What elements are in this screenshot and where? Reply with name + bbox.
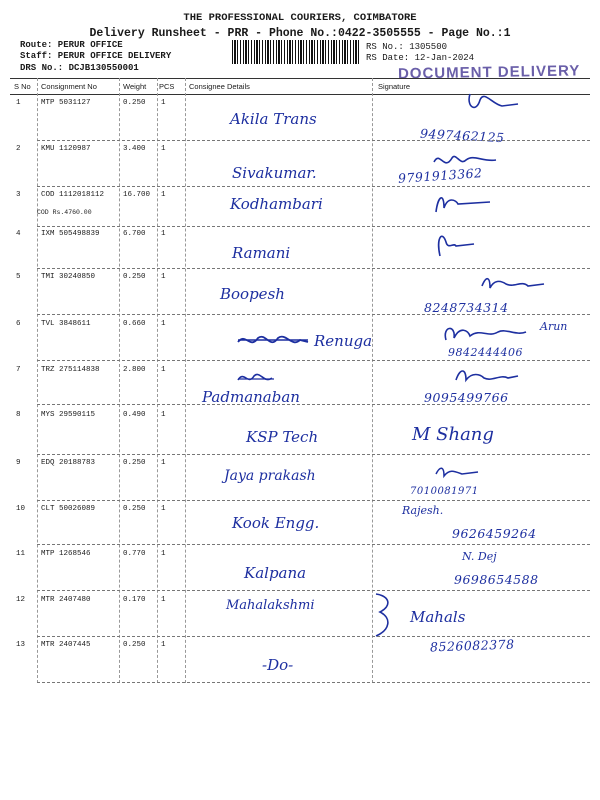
- row-divider: [37, 360, 590, 361]
- row-divider: [37, 226, 590, 227]
- row-consignee-name: Kook Engg.: [232, 514, 320, 532]
- column-header-consignment: Consignment No: [41, 82, 97, 91]
- row-divider: [37, 454, 590, 455]
- row-consignment: MYS 29590115: [41, 411, 96, 419]
- row-consignee-phone: 9842444406: [448, 346, 523, 359]
- row-sno: 3: [16, 191, 21, 199]
- signature-text: Rajesh.: [402, 504, 444, 517]
- row-consignee-name: Padmanaban: [202, 388, 300, 406]
- row-sno: 2: [16, 145, 21, 153]
- rs-date: RS Date: 12-Jan-2024: [366, 53, 475, 63]
- row-weight: 6.700: [123, 230, 146, 238]
- row-consignee-name: Kalpana: [244, 564, 307, 582]
- column-header-weight: Weight: [123, 82, 147, 91]
- column-divider: [37, 78, 38, 683]
- row-pcs: 1: [161, 366, 166, 374]
- row-consignee-phone: 8526082378: [429, 636, 515, 655]
- row-sno: 6: [16, 320, 21, 328]
- row-consignee-name: Renuga: [314, 332, 373, 350]
- row-pcs: 1: [161, 99, 166, 107]
- signature-mark: [452, 364, 522, 388]
- strikethrough-scribble: [236, 368, 276, 388]
- row-consignment: MTP 1268546: [41, 550, 91, 558]
- column-divider: [157, 78, 158, 683]
- row-consignee-name: Jaya prakash: [224, 468, 316, 484]
- signature-mark: [430, 190, 500, 218]
- strikethrough-scribble: [236, 330, 310, 352]
- row-weight: 0.660: [123, 320, 146, 328]
- row-consignment: TMI 30240850: [41, 273, 96, 281]
- row-divider: [37, 500, 590, 501]
- row-divider: [37, 186, 590, 187]
- row-consignment: TVL 3848611: [41, 320, 91, 328]
- cod-amount: COD Rs.4760.00: [37, 209, 92, 216]
- row-weight: 0.170: [123, 596, 146, 604]
- row-weight: 0.770: [123, 550, 146, 558]
- row-consignee-phone: 9626459264: [452, 526, 537, 541]
- row-pcs: 1: [161, 230, 166, 238]
- row-consignment: TRZ 275114838: [41, 366, 100, 374]
- drs-number: DRS No.: DCJB130550001: [20, 63, 139, 73]
- row-sno: 10: [16, 505, 26, 513]
- row-weight: 16.700: [123, 191, 151, 199]
- row-divider: [37, 314, 590, 315]
- row-weight: 0.250: [123, 273, 146, 281]
- row-pcs: 1: [161, 411, 166, 419]
- row-consignment: KMU 1120987: [41, 145, 91, 153]
- signature-text: N. Dej: [462, 550, 497, 563]
- row-weight: 3.400: [123, 145, 146, 153]
- signature-text: Arun: [540, 320, 568, 333]
- row-sno: 11: [16, 550, 26, 558]
- row-pcs: 1: [161, 273, 166, 281]
- row-consignee-name: Kodhambari: [230, 195, 323, 213]
- row-weight: 0.250: [123, 99, 146, 107]
- row-divider: [37, 682, 590, 683]
- row-pcs: 1: [161, 191, 166, 199]
- row-pcs: 1: [161, 641, 166, 649]
- row-divider: [37, 140, 590, 141]
- row-sno: 8: [16, 411, 21, 419]
- row-sno: 13: [16, 641, 26, 649]
- row-sno: 12: [16, 596, 26, 604]
- signature-mark: [430, 228, 480, 260]
- row-divider: [37, 404, 590, 405]
- column-header-pcs: PCS: [159, 82, 175, 91]
- row-consignment: IXM 505498839: [41, 230, 100, 238]
- bracket-mark: [370, 590, 400, 640]
- row-pcs: 1: [161, 320, 166, 328]
- signature-text: Mahals: [410, 608, 466, 626]
- row-divider: [37, 544, 590, 545]
- row-consignment: COD 1112018112: [41, 191, 105, 199]
- column-divider: [119, 78, 120, 683]
- signature-mark: [430, 148, 500, 172]
- row-pcs: 1: [161, 505, 166, 513]
- row-divider: [37, 268, 590, 269]
- column-header-sno: S No: [14, 82, 31, 91]
- row-consignment: CLT 50026089: [41, 505, 96, 513]
- row-weight: 0.250: [123, 459, 146, 467]
- row-sno: 4: [16, 230, 21, 238]
- route-label: Route: PERUR OFFICE: [20, 40, 123, 50]
- row-consignee-name: Mahalakshmi: [226, 598, 315, 613]
- barcode: [232, 40, 360, 64]
- row-pcs: 1: [161, 596, 166, 604]
- row-consignee-name: Boopesh: [220, 285, 285, 303]
- signature-mark: [478, 272, 548, 296]
- row-sno: 9: [16, 459, 21, 467]
- signature-mark: [440, 320, 530, 348]
- row-consignment: EDQ 20188783: [41, 459, 96, 467]
- table-top-rule: [10, 78, 590, 79]
- row-consignee-name: Akila Trans: [230, 110, 317, 128]
- row-consignee-phone: 8248734314: [424, 300, 509, 315]
- signature-mark: [462, 88, 522, 116]
- company-title: THE PROFESSIONAL COURIERS, COIMBATORE: [183, 12, 417, 24]
- row-sno: 1: [16, 99, 21, 107]
- row-divider: [37, 590, 590, 591]
- row-consignee-phone: 9698654588: [454, 572, 539, 587]
- signature-mark: [432, 462, 482, 482]
- staff-label: Staff: PERUR OFFICE DELIVERY: [20, 51, 172, 61]
- row-consignee-phone: 9791913362: [397, 165, 483, 186]
- row-weight: 0.490: [123, 411, 146, 419]
- row-weight: 0.250: [123, 641, 146, 649]
- rs-number: RS No.: 1305500: [366, 42, 448, 52]
- document-delivery-stamp: DOCUMENT DELIVERY: [397, 62, 581, 83]
- column-header-details: Consignee Details: [189, 82, 250, 91]
- row-consignee-name: -Do-: [262, 656, 294, 674]
- column-divider: [185, 78, 186, 683]
- row-consignee-phone: 9095499766: [424, 390, 509, 405]
- row-consignment: MTP 5031127: [41, 99, 91, 107]
- row-consignee-phone: 7010081971: [410, 486, 479, 497]
- row-consignee-phone: 9497462125: [419, 125, 505, 146]
- runsheet-subtitle: Delivery Runsheet - PRR - Phone No.:0422-3505555 - Page No.:1: [89, 27, 511, 40]
- row-consignee-name: Ramani: [232, 244, 291, 262]
- column-header-signature: Signature: [378, 82, 411, 91]
- row-pcs: 1: [161, 459, 166, 467]
- row-consignee-name: Sivakumar.: [232, 164, 317, 182]
- row-consignment: MTR 2407445: [41, 641, 91, 649]
- row-pcs: 1: [161, 145, 166, 153]
- row-pcs: 1: [161, 550, 166, 558]
- row-sno: 5: [16, 273, 21, 281]
- row-consignee-name: KSP Tech: [246, 428, 319, 446]
- signature-text: M Shang: [412, 424, 494, 445]
- row-weight: 0.250: [123, 505, 146, 513]
- row-consignment: MTR 2407480: [41, 596, 91, 604]
- row-sno: 7: [16, 366, 21, 374]
- row-weight: 2.800: [123, 366, 146, 374]
